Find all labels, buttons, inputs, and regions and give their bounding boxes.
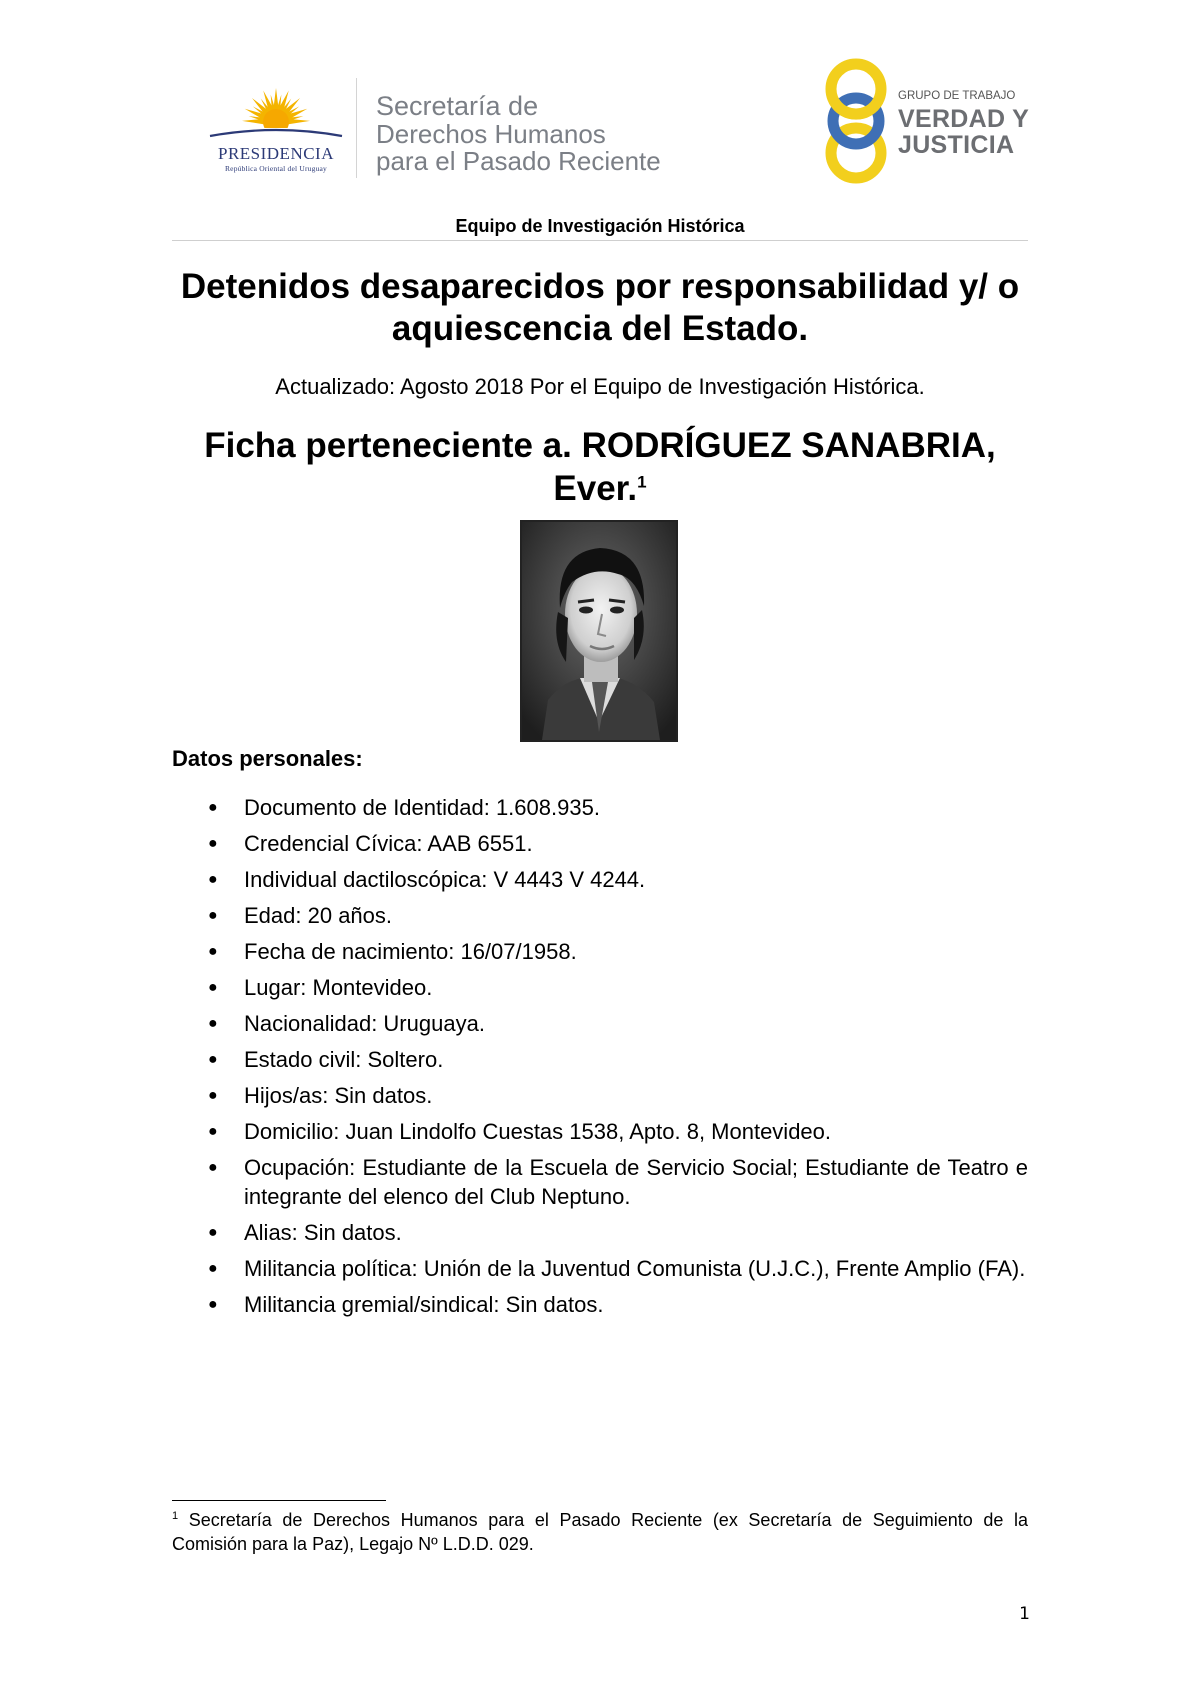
list-item [172, 866, 1028, 895]
header-divider [172, 240, 1028, 241]
ficha-title-line-2: Ever. [553, 469, 638, 508]
bullet-icon: ● [208, 1159, 218, 1176]
presidencia-subtitle: República Oriental del Uruguay [224, 164, 327, 173]
bullet-icon: ● [208, 1051, 218, 1068]
bullet-icon: ● [208, 979, 218, 996]
secretaria-logo [376, 91, 706, 175]
footnote-separator [172, 1500, 386, 1501]
list-item [172, 1219, 1028, 1248]
list-item [172, 1046, 1028, 1075]
bullet-icon: ● [208, 1295, 218, 1313]
portrait-image [522, 522, 676, 740]
logo-divider [356, 78, 357, 178]
list-item-text: Hijos/as: Sin datos. [244, 1083, 433, 1108]
grupo-de-trabajo-label: GRUPO DE TRABAJO [898, 90, 1016, 102]
bullet-icon: ● [208, 1259, 218, 1277]
updated-note: Actualizado: Agosto 2018 Por el Equipo de Investigación Histórica. [275, 374, 925, 399]
list-item-text: Edad: 20 años. [244, 903, 393, 928]
list-item-text: Estado civil: Soltero. [244, 1047, 444, 1072]
list-item [172, 1118, 1028, 1147]
bullet-icon: ● [208, 1087, 218, 1104]
bullet-icon: ● [208, 871, 218, 888]
footnote-text: Secretaría de Derechos Humanos para el Pasado Reciente (ex Secretaría de Seguimiento de la Comisión para la Paz), Legajo Nº L.D.D. 029. [172, 1510, 1028, 1554]
list-item [172, 1291, 1028, 1320]
portrait-photo [520, 520, 678, 742]
list-item [172, 974, 1028, 1003]
secretaria-line-1: Secretaría de [376, 91, 539, 121]
bullet-icon: ● [208, 835, 218, 852]
list-item-text: Militancia política: Unión de la Juventud Comunista (U.J.C.), Frente Amplio (FA). [244, 1255, 1026, 1281]
secretaria-line-2: Derechos Humanos [376, 119, 606, 149]
bullet-icon: ● [208, 1123, 218, 1140]
footnote [172, 1508, 1028, 1556]
list-item-text: Domicilio: Juan Lindolfo Cuestas 1538, Apto. 8, Montevideo. [244, 1119, 832, 1144]
ficha-title [172, 424, 1028, 510]
bullet-icon: ● [208, 907, 218, 924]
list-item [172, 1010, 1028, 1039]
list-item-text: Fecha de nacimiento: 16/07/1958. [244, 939, 577, 964]
list-item-text: Militancia gremial/sindical: Sin datos. [244, 1291, 604, 1317]
list-item [172, 1082, 1028, 1111]
bullet-icon: ● [208, 799, 218, 816]
personal-data-list [172, 794, 1028, 1327]
linked-rings-icon [818, 56, 894, 186]
document-title: Detenidos desaparecidos por responsabilidad y/ o aquiescencia del Estado. [180, 267, 1020, 348]
list-item [172, 1154, 1028, 1211]
verdad-label: VERDAD Y [898, 105, 1030, 133]
list-item [172, 1255, 1028, 1284]
list-item-text: Nacionalidad: Uruguaya. [244, 1011, 485, 1036]
list-item-text: Lugar: Montevideo. [244, 975, 433, 1000]
presidencia-logo [196, 84, 356, 176]
list-item-text: Individual dactiloscópica: V 4443 V 4244. [244, 867, 646, 892]
list-item [172, 902, 1028, 931]
page-number: 1 [1019, 1604, 1030, 1624]
footnote-reference[interactable]: 1 [637, 472, 647, 492]
verdad-justicia-logo [818, 56, 1028, 186]
section-heading: Datos personales: [172, 746, 363, 771]
list-item [172, 794, 1028, 823]
running-header: Equipo de Investigación Histórica [455, 216, 745, 236]
bullet-icon: ● [208, 1223, 218, 1241]
secretaria-line-3: para el Pasado Reciente [376, 146, 661, 176]
bullet-icon: ● [208, 943, 218, 960]
presidencia-wordmark: PRESIDENCIA [217, 144, 334, 163]
list-item-text: Ocupación: Estudiante de la Escuela de Servicio Social; Estudiante de Teatro e integrante del elenco del Club Neptuno. [244, 1155, 1028, 1209]
list-item [172, 830, 1028, 859]
sun-icon [196, 84, 356, 148]
footnote-number: 1 [172, 1510, 179, 1522]
bullet-icon: ● [208, 1015, 218, 1032]
list-item-text: Credencial Cívica: AAB 6551. [244, 831, 533, 856]
justicia-label: JUSTICIA [898, 131, 1015, 159]
ficha-title-line-1: Ficha perteneciente a. RODRÍGUEZ SANABRIA, [204, 426, 996, 465]
list-item-text: Alias: Sin datos. [244, 1219, 402, 1245]
list-item-text: Documento de Identidad: 1.608.935. [244, 795, 600, 820]
list-item [172, 938, 1028, 967]
